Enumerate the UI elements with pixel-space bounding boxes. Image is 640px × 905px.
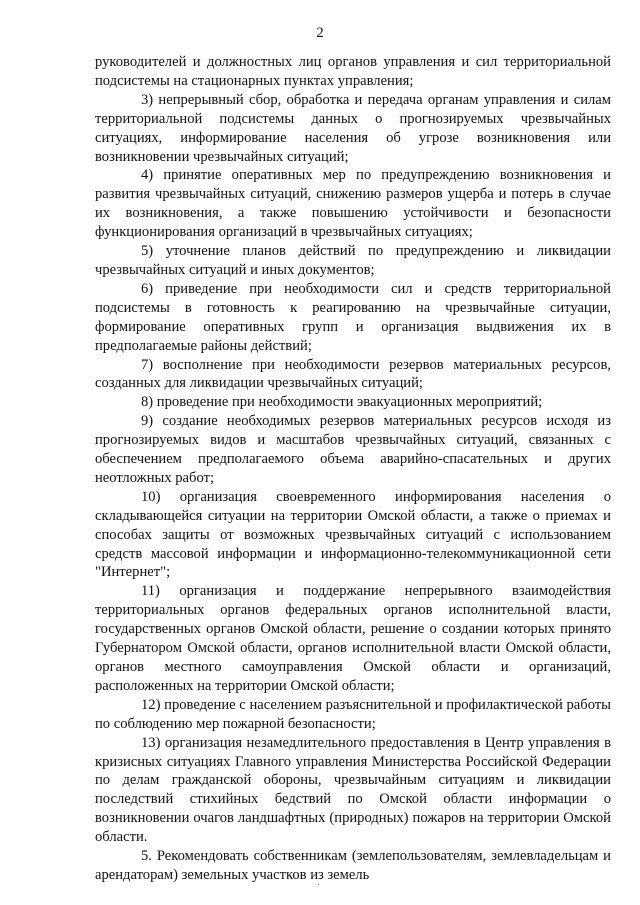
paragraph-item-6: 6) приведение при необходимости сил и средств территориальной подсистемы в готовность к реагированию на чрезвычайные ситуации, формирование оперативных групп и организация выдвижения их в предполагаемые районы действий; <box>95 280 611 354</box>
paragraph-item-10: 10) организация своевременного информирования населения о складывающейся ситуации на территории Омской области, а также о приемах и способах защиты от возможных чрезвычайных ситуаций с использованием средств массовой информации и информационно-телекоммуникационной сети "Интернет"; <box>95 488 611 581</box>
paragraph-section-5: 5. Рекомендовать собственникам (землепользователям, землевладельцам и арендаторам) земельных участков из земель <box>95 848 611 883</box>
paragraph-item-8: 8) проведение при необходимости эвакуационных мероприятий; <box>141 394 543 411</box>
scan-speck <box>318 884 319 885</box>
paragraph-item-5: 5) уточнение планов действий по предупреждению и ликвидации чрезвычайных ситуаций и иных документов; <box>95 243 611 278</box>
paragraph-item-13: 13) организация незамедлительного предоставления в Центр управления в кризисных ситуациях Главного управления Министерства Российской Федерации по делам гражданской обороны, чрезвычайным ситуациям и ликвидации последствий стихийных бедствий по Омской области информации о возникновении очагов ландшафтных (природных) пожаров на территории Омской области. <box>95 734 611 846</box>
paragraph-item-4: 4) принятие оперативных мер по предупреждению возникновения и развития чрезвычайных ситуаций, снижению размеров ущерба и потерь в случае их возникновения, а также повышению устойчивости и безопасности функционирования организаций в чрезвычайных ситуациях; <box>95 167 611 241</box>
paragraph-item-11: 11) организация и поддержание непрерывного взаимодействия территориальных органов федеральных органов исполнительной власти, государственных органов Омской области, решение о создании которых принято Губернатором Омской области, органов исполнительной власти Омской области, органов местного самоуправления Омской области и организаций, расположенных на территории Омской области; <box>95 583 611 694</box>
paragraph-item-7: 7) восполнение при необходимости резервов материальных ресурсов, созданных для ликвидации чрезвычайных ситуаций; <box>95 356 611 392</box>
paragraph-item-9: 9) создание необходимых резервов материальных ресурсов исходя из прогнозируемых видов и масштабов чрезвычайных ситуаций, связанных с обеспечением предполагаемого объема аварийно-спасательных и других неотложных работ; <box>95 413 611 486</box>
paragraph-item-3: 3) непрерывный сбор, обработка и передача органам управления и силам территориальной подсистемы данных о прогнозируемых чрезвычайных ситуациях, информирование населения об угрозе возникновения или возникновении чрезвычайных ситуаций; <box>95 91 611 165</box>
paragraph-item-12: 12) проведение с населением разъяснительной и профилактической работы по соблюдению мер пожарной безопасности; <box>95 696 611 732</box>
paragraph-continuation: руководителей и должностных лиц органов управления и сил территориальной подсистемы на стационарных пунктах управления; <box>95 54 611 89</box>
page-number: 2 <box>316 25 324 41</box>
document-body <box>95 53 611 885</box>
